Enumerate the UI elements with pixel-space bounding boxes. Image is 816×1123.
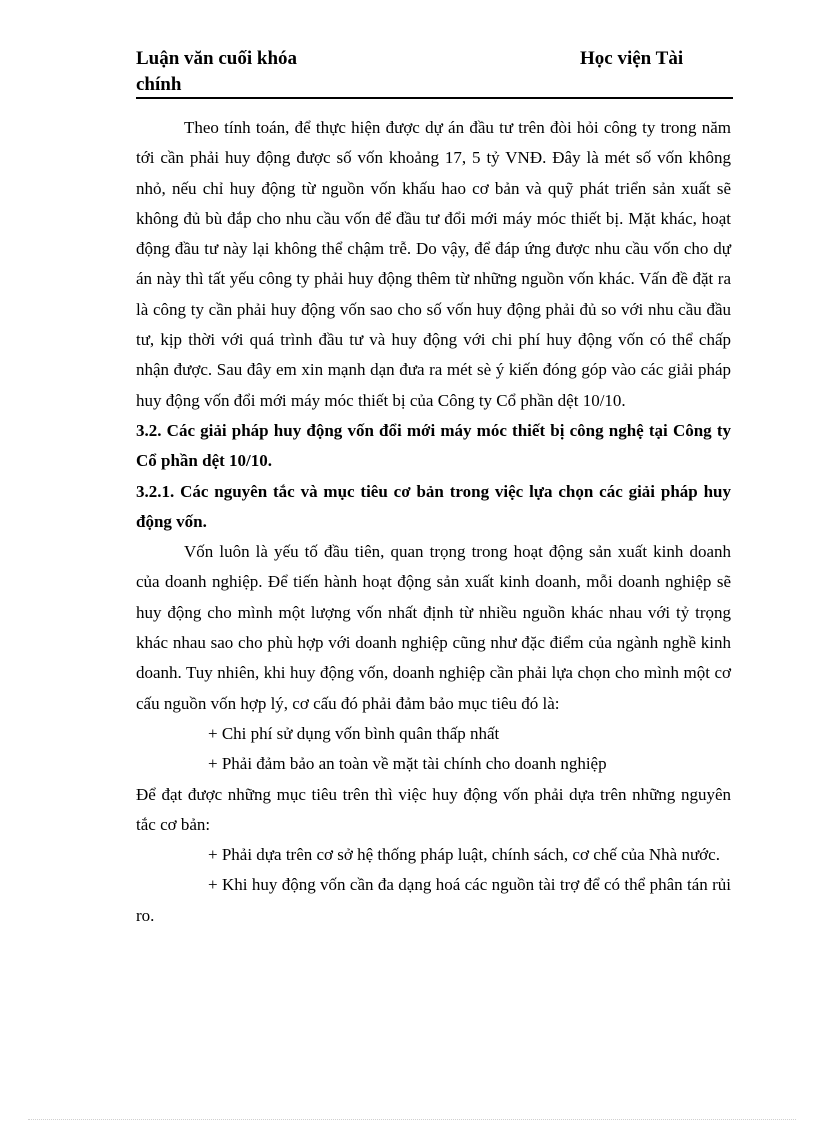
header-right: Học viện Tài <box>580 48 684 69</box>
paragraph-1: Theo tính toán, để thực hiện được dự án đầu tư trên đòi hỏi công ty trong năm tới cần phải huy động được số vốn khoảng 17, 5 tỷ VNĐ. Đây là mét số vốn không nhỏ, nếu chỉ huy động từ nguồn vốn khấu hao cơ bản và quỹ phát triển sản xuất sẽ không đủ bù đắp cho nhu cầu vốn để đầu tư đổi mới máy móc thiết bị. Mặt khác, hoạt động đầu tư này lại không thể chậm trễ. Do vậy, để đáp ứng được nhu cầu vốn cho dự án này thì tất yếu công ty phải huy động thêm từ những nguồn vốn khác. Vấn đề đặt ra là công ty cần phải huy động vốn sao cho số vốn huy động phải đủ so với nhu cầu đầu tư, kịp thời với quá trình đầu tư và huy động với chi phí huy động vốn có thể chấp nhận được. Sau đây em xin mạnh dạn đưa ra mét sè ý kiến đóng góp vào các giải pháp huy động vốn đổi mới máy móc thiết bị của Công ty Cổ phần dệt 10/10. <box>136 118 731 410</box>
header-left-line1: Luận văn cuối khóa <box>136 48 298 69</box>
paragraph-3: Để đạt được những mục tiêu trên thì việc huy động vốn phải dựa trên những nguyên tắc cơ bản: <box>136 784 731 834</box>
bullet-2: + Phải đảm bảo an toàn về mặt tài chính cho doanh nghiệp <box>208 754 607 774</box>
bullet-3: + Phải dựa trên cơ sở hệ thống pháp luật, chính sách, cơ chế của Nhà nước. <box>208 845 720 865</box>
header-left <box>136 46 297 98</box>
section-heading-3-2-1: 3.2.1. Các nguyên tắc và mục tiêu cơ bản trong việc lựa chọn các giải pháp huy động vốn. <box>136 481 731 531</box>
bullet-4: + Khi huy động vốn cần đa dạng hoá các nguồn tài trợ để có thể phân tán rủi ro. <box>136 875 731 925</box>
page-bottom-divider <box>28 1119 796 1120</box>
bullet-1: + Chi phí sử dụng vốn bình quân thấp nhất <box>208 723 500 743</box>
page-header <box>136 44 733 99</box>
section-heading-3-2: 3.2. Các giải pháp huy động vốn đổi mới máy móc thiết bị công nghệ tại Công ty Cổ phần dệt 10/10. <box>136 420 731 471</box>
paragraph-2: Vốn luôn là yếu tố đầu tiên, quan trọng trong hoạt động sản xuất kinh doanh của doanh nghiệp. Để tiến hành hoạt động sản xuất kinh doanh, mỗi doanh nghiệp sẽ huy động cho mình một lượng vốn nhất định từ nhiều nguồn khác nhau với tỷ trọng khác nhau sao cho phù hợp với doanh nghiệp cũng như đặc điểm của ngành nghề kinh doanh. Tuy nhiên, khi huy động vốn, doanh nghiệp cần phải lựa chọn cho mình một cơ cấu nguồn vốn hợp lý, cơ cấu đó phải đảm bảo mục tiêu đó là: <box>136 542 731 713</box>
header-left-line2: chính <box>136 74 182 95</box>
document-body <box>136 113 731 931</box>
